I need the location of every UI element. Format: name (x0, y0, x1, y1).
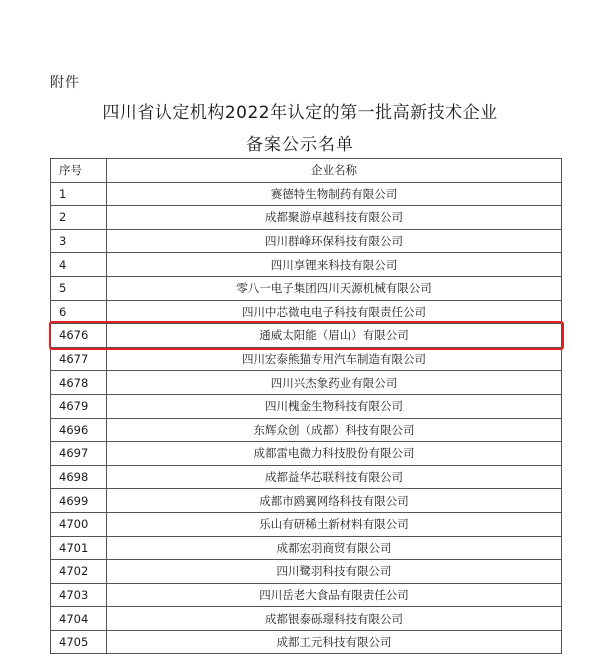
row-number: 4702 (51, 560, 107, 584)
row-number: 4696 (51, 418, 107, 442)
company-name: 零八一电子集团四川天源机械有限公司 (107, 276, 562, 300)
table-row (51, 536, 562, 560)
table-row (51, 418, 562, 442)
column-header-number: 序号 (51, 159, 107, 183)
row-number: 6 (51, 300, 107, 324)
table-row (51, 371, 562, 395)
table-row (51, 630, 562, 654)
row-number: 4699 (51, 489, 107, 513)
company-name: 成都宏羽商贸有限公司 (107, 536, 562, 560)
row-number: 4 (51, 253, 107, 277)
table-row (51, 347, 562, 371)
table-row (51, 465, 562, 489)
company-name: 四川享锂来科技有限公司 (107, 253, 562, 277)
table-row (51, 206, 562, 230)
row-number: 4701 (51, 536, 107, 560)
table-row (51, 253, 562, 277)
row-number: 4704 (51, 607, 107, 631)
table-row (51, 442, 562, 466)
table-row (51, 394, 562, 418)
company-name: 东辉众创（成都）科技有限公司 (107, 418, 562, 442)
row-number: 4678 (51, 371, 107, 395)
row-number: 5 (51, 276, 107, 300)
table-row (51, 324, 562, 348)
company-name: 通威太阳能（眉山）有限公司 (107, 324, 562, 348)
table-row (51, 276, 562, 300)
table-row (51, 512, 562, 536)
row-number: 3 (51, 229, 107, 253)
document-subtitle: 备案公示名单 (246, 135, 354, 155)
table-row (51, 583, 562, 607)
row-number: 4677 (51, 347, 107, 371)
row-number: 1 (51, 182, 107, 206)
company-name: 四川岳老大食品有限责任公司 (107, 583, 562, 607)
company-name: 成都聚游卓越科技有限公司 (107, 206, 562, 230)
enterprise-table (50, 158, 562, 654)
company-name: 四川中芯微电电子科技有限责任公司 (107, 300, 562, 324)
company-name: 四川槐金生物科技有限公司 (107, 394, 562, 418)
document-title: 四川省认定机构2022年认定的第一批高新技术企业 (102, 103, 498, 123)
attachment-label: 附件 (50, 75, 80, 91)
company-name: 四川鹭羽科技有限公司 (107, 560, 562, 584)
row-number: 4703 (51, 583, 107, 607)
company-name: 成都市鸥翼网络科技有限公司 (107, 489, 562, 513)
company-name: 乐山有研稀土新材料有限公司 (107, 512, 562, 536)
column-header-name: 企业名称 (107, 159, 562, 183)
table-header-row (51, 159, 562, 183)
table-row (51, 560, 562, 584)
company-name: 赛德特生物制药有限公司 (107, 182, 562, 206)
company-name: 四川宏泰熊猫专用汽车制造有限公司 (107, 347, 562, 371)
table-row (51, 489, 562, 513)
company-name: 四川兴杰象药业有限公司 (107, 371, 562, 395)
company-name: 成都工元科技有限公司 (107, 630, 562, 654)
table-row (51, 607, 562, 631)
table-row (51, 300, 562, 324)
company-name: 成都银泰砾璟科技有限公司 (107, 607, 562, 631)
row-number: 2 (51, 206, 107, 230)
row-number: 4676 (51, 324, 107, 348)
table-row (51, 182, 562, 206)
company-name: 四川群峰环保科技有限公司 (107, 229, 562, 253)
row-number: 4698 (51, 465, 107, 489)
company-name: 成都益华芯联科技有限公司 (107, 465, 562, 489)
company-name: 成都雷电微力科技股份有限公司 (107, 442, 562, 466)
row-number: 4697 (51, 442, 107, 466)
table-body (51, 182, 562, 654)
row-number: 4679 (51, 394, 107, 418)
row-number: 4705 (51, 630, 107, 654)
table-row (51, 229, 562, 253)
row-number: 4700 (51, 512, 107, 536)
